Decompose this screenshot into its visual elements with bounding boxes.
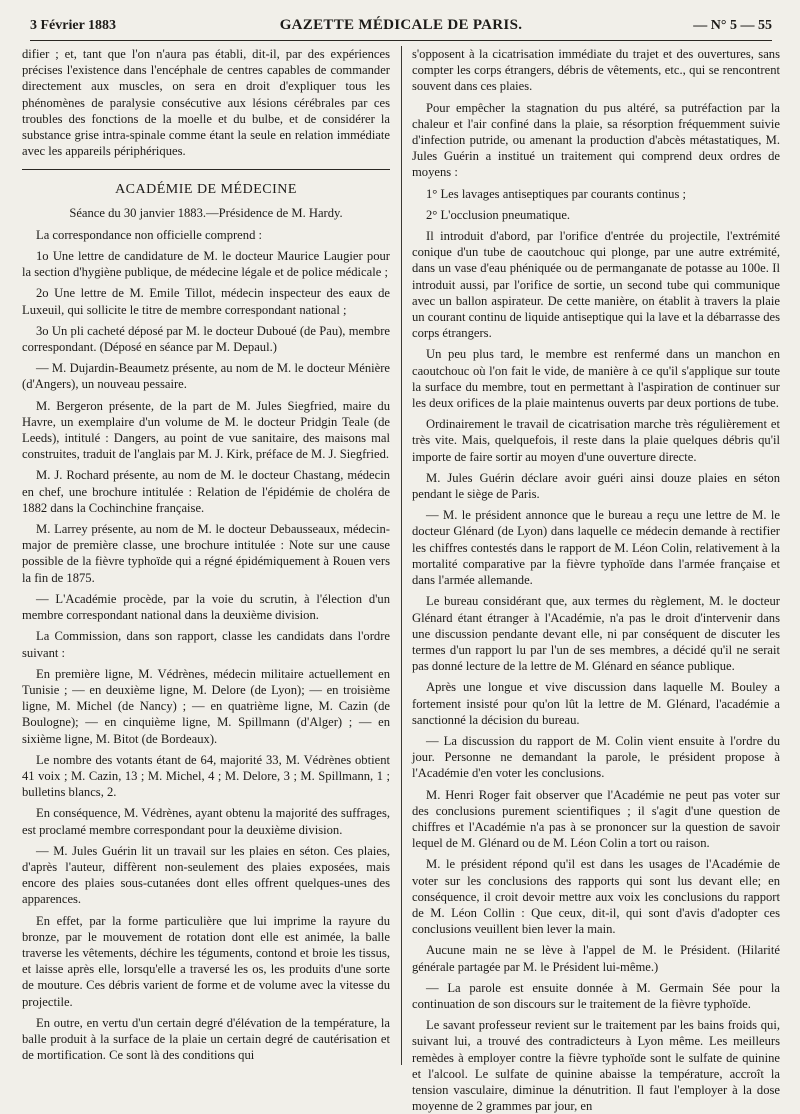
header-issue-page: — N° 5 — 55 (693, 18, 772, 33)
paragraph: M. Larrey présente, au nom de M. le docteur Debausseaux, médecin-major de première classe, une brochure intitulée : Note sur une cause possible de la fièvre typhoïde qui a régné épidémiquement à Rouen vers la fin de 1875. (22, 522, 390, 585)
paragraph: Ordinairement le travail de cicatrisation marche très régulièrement et très vite. Mais, quelquefois, il reste dans la plaie quelques débris qu'il importe de faire sortir au moyen d'une ouverture directe. (412, 417, 780, 464)
paragraph: M. Jules Guérin déclare avoir guéri ainsi douze plaies en séton pendant le siège de Paris. (412, 470, 780, 502)
page-header (30, 14, 772, 41)
section-divider (22, 169, 390, 170)
header-journal-title: GAZETTE MÉDICALE DE PARIS. (279, 17, 523, 33)
paragraph: En effet, par la forme particulière que lui imprime la rayure du bronze, par le mouvement de rotation dont elle est animée, la balle traverse les vêtements, déchire les téguments, contond et broie les tissus, et laisse après elle, lorsqu'elle a traversé les os, les produits d'une sorte de mouture. Ces débris varient de forme et de volume avec la vitesse du projectile. (22, 913, 390, 1009)
paragraph: Il introduit d'abord, par l'orifice d'entrée du projectile, l'extrémité conique d'un tube de caoutchouc qui plonge, par une autre extrémité, dans un vase d'eau phéniquée ou de permanganate de potasse au 100e. Il introduit aussi, par l'orifice de sortie, un second tube qui communique avec un ballon aspirateur. De cette manière, on établit à travers la plaie un courant continu de liquide antiseptique qui la lave et la débarrasse des corps étrangers. (412, 229, 780, 341)
paragraph: — La parole est ensuite donnée à M. Germain Sée pour la continuation de son discours sur le traitement de la fièvre typhoïde. (412, 980, 780, 1011)
paragraph: M. Henri Roger fait observer que l'Académie ne peut pas voter sur des conclusions purement scientifiques ; il s'agit d'une question de chiffres et l'Académie n'a pas à se prononcer sur la question de savoir lequel de M. Glénard ou de M. Léon Colin a tort ou raison. (412, 787, 780, 851)
paragraph: — M. Dujardin-Beaumetz présente, au nom de M. le docteur Ménière (d'Angers), un nouveau pessaire. (22, 361, 390, 392)
paragraph: M. J. Rochard présente, au nom de M. le docteur Chastang, médecin en chef, une brochure intitulée : Relation de l'épidémie de choléra de 1882 dans la Cochinchine française. (22, 468, 390, 515)
paragraph: M. Bergeron présente, de la part de M. Jules Siegfried, maire du Havre, un exemplaire d'un volume de M. le docteur Pridgin Teale (de Leeds), intitulé : Dangers, au point de vue sanitaire, des maisons mal construites, traduit de l'anglais par M. J. Kirk, préface de M. J. Siegfried. (22, 398, 390, 462)
session-line: Séance du 30 janvier 1883.—Présidence de M. Hardy. (69, 205, 343, 220)
paragraph: En conséquence, M. Védrènes, ayant obtenu la majorité des suffrages, est proclamé membre correspondant pour la deuxième division. (22, 806, 390, 837)
paragraph: 2o Une lettre de M. Emile Tillot, médecin inspecteur des eaux de Luxeuil, qui sollicite le titre de membre correspondant national ; (22, 286, 390, 317)
paragraph: — L'Académie procède, par la voie du scrutin, à l'élection d'un membre correspondant national dans la deuxième division. (22, 591, 390, 623)
paragraph: s'opposent à la cicatrisation immédiate du trajet et des ouvertures, sans compter les corps étrangers, débris de vêtements, etc., qui se rencontrent souvent dans ces plaies. (412, 47, 780, 94)
paragraph: La Commission, dans son rapport, classe les candidats dans l'ordre suivant : (22, 629, 390, 660)
intro-paragraph: difier ; et, tant que l'on n'aura pas établi, dit-il, par des expériences précises l'existence dans l'encéphale de centres capables de commander directement aux muscles, on sera en droit d'expliquer tous les phénomènes de paralysie consécutive aux lésions cérébrales par ces troubles des fonctions de la moelle et du bulbe, et de considérer la substance grise intra-spinale comme étant la seule en relation immédiate avec les appareils périphériques. (22, 47, 390, 159)
section-title: ACADÉMIE DE MÉDECINE (115, 182, 297, 198)
paragraph: Le nombre des votants étant de 64, majorité 33, M. Védrènes obtient 41 voix ; M. Cazin, 13 ; M. Michel, 4 ; M. Delore, 3 ; M. Spillmann, 1 ; bulletins blancs, 2. (22, 752, 390, 800)
left-column (22, 46, 390, 1067)
paragraph: 3o Un pli cacheté déposé par M. le docteur Duboué (de Pau), membre correspondant. (Déposé en séance par M. Depaul.) (22, 323, 390, 355)
paragraph: Pour empêcher la stagnation du pus altéré, sa putréfaction par la chaleur et l'air confiné dans la plaie, sa résorption fréquemment suivie d'infection putride, ou amenant la production d'abcès métastatiques, M. Jules Guérin a institué un traitement qui comprend deux ordres de moyens : (412, 100, 780, 180)
header-date: 3 Février 1883 (30, 18, 117, 33)
paragraph: Après une longue et vive discussion dans laquelle M. Bouley a fortement insisté pour qu'on lût la lettre de M. Glénard, l'académie a sanctionné la décision du bureau. (412, 680, 780, 727)
paragraph: — La discussion du rapport de M. Colin vient ensuite à l'ordre du jour. Personne ne demandant la parole, le président propose à l'Académie d'en voter les conclusions. (412, 733, 780, 781)
paragraph: La correspondance non officielle comprend : (36, 227, 263, 242)
paragraph: 1o Une lettre de candidature de M. le docteur Maurice Laugier pour la section d'hygiène publique, de médecine légale et de police médicale ; (22, 249, 390, 280)
paragraph: — M. Jules Guérin lit un travail sur les plaies en séton. Ces plaies, d'après l'auteur, diffèrent non-seulement des plaies exposées, mais encore des plaies sous-cutanées dont elles offrent quelques-unes des apparences. (22, 843, 390, 907)
paragraph: Un peu plus tard, le membre est renfermé dans un manchon en caoutchouc où l'on fait le vide, de manière à ce qu'il s'applique sur toute la surface du membre, tout en permettant à l'aspiration de continuer sur les deux orifices de la plaie maintenus ouverts par deux portions de tube. (412, 347, 780, 411)
paragraph: Aucune main ne se lève à l'appel de M. le Président. (Hilarité générale partagée par M. le Président lui-même.) (412, 943, 780, 974)
paragraph: Le bureau considérant que, aux termes du règlement, M. le docteur Glénard étant étranger à l'Académie, n'a pas le droit d'intervenir dans une discussion pendante devant elle, ni par conséquent de discuter les termes d'un rapport lu par l'un de ses membres, a décidé qu'il ne serait pas donné lecture de la lettre de M. Glénard en séance publique. (412, 594, 780, 674)
paragraph: En outre, en vertu d'un certain degré d'élévation de la température, la balle produit à la surface de la plaie un certain degré de cautérisation et de mortification. Ce sont là des conditions qui (22, 1015, 390, 1063)
paragraph: — M. le président annonce que le bureau a reçu une lettre de M. le docteur Glénard (de Lyon) dans laquelle ce médecin demande à rectifier les chiffres contestés dans le rapport de M. Léon Colin, relativement à la mortalité comparative par la fièvre typhoïde dans l'armée française et dans l'armée allemande. (412, 508, 780, 588)
paragraph: En première ligne, M. Védrènes, médecin militaire actuellement en Tunisie ; — en deuxième ligne, M. Delore (de Lyon); — en troisième ligne, M. Michel (de Nancy) ; — en quatrième ligne, M. Cazin (de Boulogne); — en cinquième ligne, M. Spillmann (d'Alger) ; — en sixième ligne, M. Bitot (de Bordeaux). (22, 666, 390, 746)
list-item: 1° Les lavages antiseptiques par courants continus ; (426, 186, 686, 201)
paragraph: Le savant professeur revient sur le traitement par les bains froids qui, suivant lui, a trouvé des contradicteurs à Lyon même. Les meilleurs remèdes à employer contre la fièvre typhoïde sont le sulfate de quinine et l'alcool. Le sulfate de quinine abaisse la température, accroît la tension vasculaire, diminue la dénutrition. Il faut l'employer à la dose moyenne de 2 grammes par jour, en (412, 1018, 780, 1114)
list-item: 2° L'occlusion pneumatique. (426, 207, 571, 222)
right-column (412, 46, 780, 1114)
paragraph: M. le président répond qu'il est dans les usages de l'Académie de voter sur les conclusions des rapports qui sont lus devant elle; en conséquence, il croit devoir mettre aux voix les conclusions du rapport de M. Léon Collin : Que ceux, dit-il, qui sont d'avis d'adopter ces conclusions veuillent bien lever la main. (412, 857, 780, 937)
column-rule (401, 46, 402, 1065)
